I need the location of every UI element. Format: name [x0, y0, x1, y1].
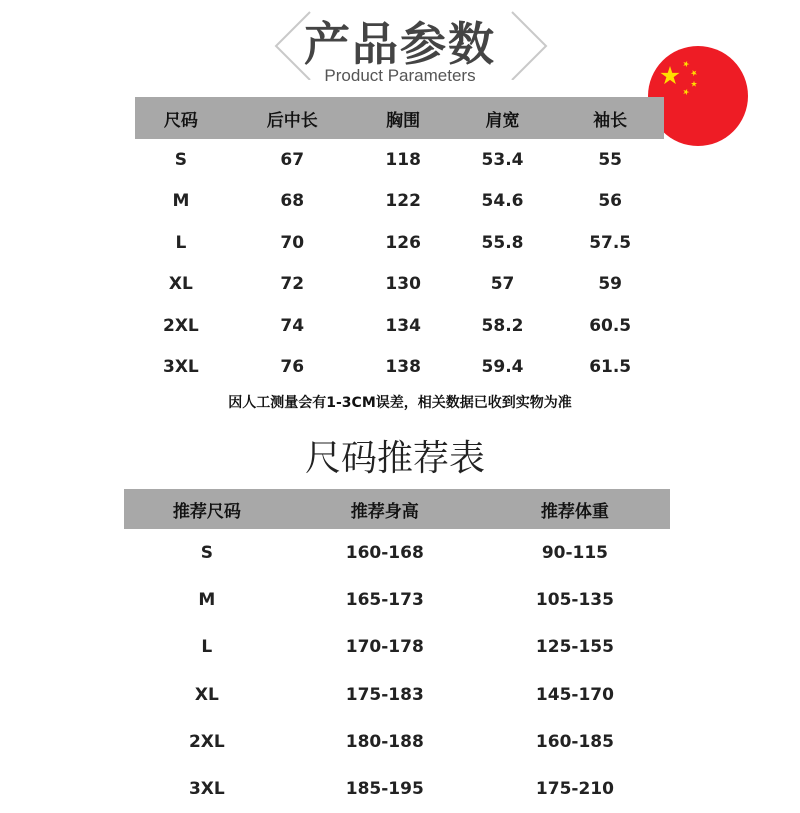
table-cell: 68 — [280, 191, 305, 212]
table-row — [124, 718, 670, 765]
table-cell: 59 — [598, 274, 622, 295]
column-header: 袖长 — [556, 97, 664, 139]
table-cell: 67 — [280, 149, 305, 170]
column-header: 尺码 — [135, 97, 227, 139]
table-cell: M — [172, 191, 190, 212]
table-cell: 72 — [280, 274, 305, 295]
table-cell: 57 — [490, 274, 515, 295]
table-cell: 76 — [280, 357, 305, 378]
table-cell: L — [201, 637, 213, 658]
table-cell: 134 — [385, 315, 421, 336]
table-row — [135, 181, 664, 223]
table-cell: 61.5 — [589, 357, 632, 378]
table-header-row — [124, 489, 670, 529]
table-cell: 185-195 — [345, 779, 424, 800]
table-row — [135, 264, 664, 306]
table-row — [124, 671, 670, 718]
table-cell: 160-185 — [535, 731, 614, 752]
column-header: 肩宽 — [449, 97, 557, 139]
table-row — [135, 305, 664, 347]
table-cell: 105-135 — [535, 589, 614, 610]
table-row — [135, 139, 664, 181]
table-cell: 165-173 — [345, 589, 424, 610]
page-title: 产品参数 — [304, 17, 496, 71]
table-cell: 130 — [385, 274, 421, 295]
table-cell: 59.4 — [481, 357, 524, 378]
table-cell: 175-210 — [535, 779, 614, 800]
table-row — [124, 529, 670, 576]
table-cell: 2XL — [163, 315, 199, 336]
table-cell: 90-115 — [541, 542, 609, 563]
table-cell: 125-155 — [535, 637, 614, 658]
table-header-row — [135, 97, 664, 139]
table-cell: 3XL — [188, 779, 225, 800]
table-cell: 70 — [280, 232, 305, 253]
table-cell: 126 — [385, 232, 421, 253]
table-row — [124, 765, 670, 812]
table-cell: M — [198, 589, 216, 610]
product-parameters-table — [135, 97, 664, 388]
table-cell: 170-178 — [345, 637, 424, 658]
table-cell: 145-170 — [535, 684, 614, 705]
section-title: 尺码推荐表 — [304, 438, 485, 479]
table-cell: 53.4 — [481, 149, 524, 170]
column-header: 推荐尺码 — [124, 489, 290, 529]
table-cell: XL — [194, 684, 219, 705]
table-cell: 118 — [385, 149, 421, 170]
measurement-note: 因人工测量会有1-3CM误差，相关数据已收到实物为准 — [228, 395, 572, 411]
table-cell: 138 — [385, 357, 421, 378]
table-cell: 57.5 — [589, 232, 632, 253]
table-cell: 58.2 — [481, 315, 524, 336]
table-cell: 3XL — [163, 357, 199, 378]
table-row — [135, 222, 664, 264]
table-cell: 55.8 — [481, 232, 524, 253]
table-cell: 54.6 — [481, 191, 524, 212]
table-cell: 60.5 — [589, 315, 632, 336]
table-cell: 160-168 — [345, 542, 424, 563]
table-cell: 180-188 — [345, 731, 424, 752]
table-row — [124, 576, 670, 623]
table-cell: 56 — [598, 191, 622, 212]
column-header: 推荐体重 — [480, 489, 670, 529]
table-cell: 55 — [598, 149, 622, 170]
table-row — [124, 624, 670, 671]
column-header: 后中长 — [227, 97, 358, 139]
table-cell: L — [175, 232, 187, 253]
page-subtitle: Product Parameters — [324, 66, 476, 85]
table-cell: 2XL — [188, 731, 225, 752]
table-cell: S — [200, 542, 213, 563]
table-cell: S — [174, 149, 188, 170]
table-cell: 74 — [280, 315, 305, 336]
column-header: 胸围 — [358, 97, 449, 139]
table-cell: XL — [168, 274, 193, 295]
column-header: 推荐身高 — [290, 489, 480, 529]
table-cell: 122 — [385, 191, 421, 212]
table-row — [135, 347, 664, 389]
table-cell: 175-183 — [345, 684, 424, 705]
size-recommendation-table — [124, 489, 670, 813]
